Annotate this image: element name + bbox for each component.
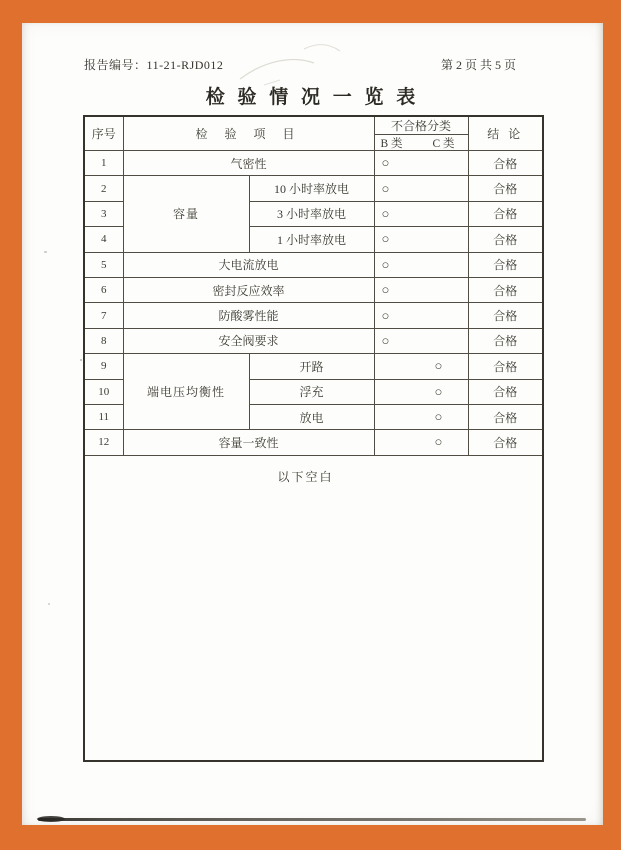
table-row: [84, 151, 543, 176]
cell-no: 12: [84, 430, 123, 455]
table-row: [84, 252, 543, 277]
header-class-bc: [374, 135, 468, 151]
inspection-table: [83, 115, 544, 762]
cell-item-group: 容量: [123, 176, 249, 252]
cell-item: 容量一致性: [123, 430, 374, 455]
cell-conclusion: 合格: [468, 379, 543, 404]
document-page: [22, 23, 603, 825]
cell-defect-class: [374, 176, 468, 201]
table-row: [84, 176, 543, 201]
cell-defect-class: [374, 201, 468, 226]
cell-item: 气密性: [123, 151, 374, 176]
cell-defect-class: [374, 379, 468, 404]
scan-edge-line: [38, 818, 586, 821]
cell-defect-class: [374, 430, 468, 455]
header-item: 检 验 项 目: [123, 116, 374, 151]
mark-b: ○: [381, 282, 390, 298]
header-class-c: C 类: [432, 137, 455, 150]
blank-area-cell: [84, 455, 543, 761]
mark-c: ○: [434, 383, 443, 399]
cell-conclusion: 合格: [468, 201, 543, 226]
mark-b: ○: [381, 332, 390, 348]
scan-speck: [48, 603, 50, 605]
mark-b: ○: [381, 307, 390, 323]
cell-item: 防酸雾性能: [123, 303, 374, 328]
blank-footer-row: [84, 455, 543, 761]
mark-c: ○: [434, 358, 443, 374]
cell-item: 大电流放电: [123, 252, 374, 277]
mark-b: ○: [381, 205, 390, 221]
cell-no: 10: [84, 379, 123, 404]
mark-b: ○: [381, 231, 390, 247]
mark-b: ○: [381, 180, 390, 196]
report-number-line: [84, 56, 223, 73]
cell-conclusion: 合格: [468, 328, 543, 353]
cell-defect-class: [374, 227, 468, 252]
table-row: [84, 328, 543, 353]
header-conclusion: 结 论: [468, 116, 543, 151]
scan-speck: [44, 251, 47, 253]
cell-no: 9: [84, 354, 123, 379]
table-header-row: [84, 116, 543, 135]
cell-defect-class: [374, 303, 468, 328]
cell-no: 7: [84, 303, 123, 328]
cell-conclusion: 合格: [468, 430, 543, 455]
cell-item: 放电: [249, 404, 374, 429]
cell-no: 2: [84, 176, 123, 201]
cell-no: 5: [84, 252, 123, 277]
header-defect-class: 不合格分类: [374, 116, 468, 135]
cell-defect-class: [374, 354, 468, 379]
cell-item: 安全阀要求: [123, 328, 374, 353]
cell-conclusion: 合格: [468, 252, 543, 277]
cell-no: 4: [84, 227, 123, 252]
mark-c: ○: [434, 409, 443, 425]
report-number-label: 报告编号：: [84, 58, 147, 72]
cell-conclusion: 合格: [468, 303, 543, 328]
cell-item: 开路: [249, 354, 374, 379]
cell-item-group: 端电压均衡性: [123, 354, 249, 430]
cell-defect-class: [374, 151, 468, 176]
cell-item: 浮充: [249, 379, 374, 404]
mark-b: ○: [381, 155, 390, 171]
table-row: [84, 354, 543, 379]
cell-no: 6: [84, 277, 123, 302]
header-class-b: B 类: [380, 137, 403, 150]
cell-no: 3: [84, 201, 123, 226]
mark-b: ○: [381, 256, 390, 272]
cell-conclusion: 合格: [468, 176, 543, 201]
cell-item: 10 小时率放电: [249, 176, 374, 201]
header-no: 序号: [84, 116, 123, 151]
cell-defect-class: [374, 328, 468, 353]
cell-conclusion: 合格: [468, 404, 543, 429]
table-row: [84, 277, 543, 302]
scan-speck: [80, 359, 82, 361]
cell-no: 1: [84, 151, 123, 176]
mark-c: ○: [434, 434, 443, 450]
cell-conclusion: 合格: [468, 227, 543, 252]
cell-conclusion: 合格: [468, 151, 543, 176]
cell-item: 3 小时率放电: [249, 201, 374, 226]
cell-item: 1 小时率放电: [249, 227, 374, 252]
blank-note: 以下空白: [277, 469, 334, 484]
cell-no: 11: [84, 404, 123, 429]
table-row: [84, 430, 543, 455]
page-title: 检 验 情 况 一 览 表: [205, 87, 420, 108]
report-number-value: 11-21-RJD012: [146, 58, 224, 72]
cell-no: 8: [84, 328, 123, 353]
page-indicator: 第 2 页 共 5 页: [441, 58, 517, 72]
table-row: [84, 303, 543, 328]
cell-defect-class: [374, 404, 468, 429]
cell-defect-class: [374, 277, 468, 302]
cell-item: 密封反应效率: [123, 277, 374, 302]
cell-conclusion: 合格: [468, 277, 543, 302]
cell-defect-class: [374, 252, 468, 277]
cell-conclusion: 合格: [468, 354, 543, 379]
